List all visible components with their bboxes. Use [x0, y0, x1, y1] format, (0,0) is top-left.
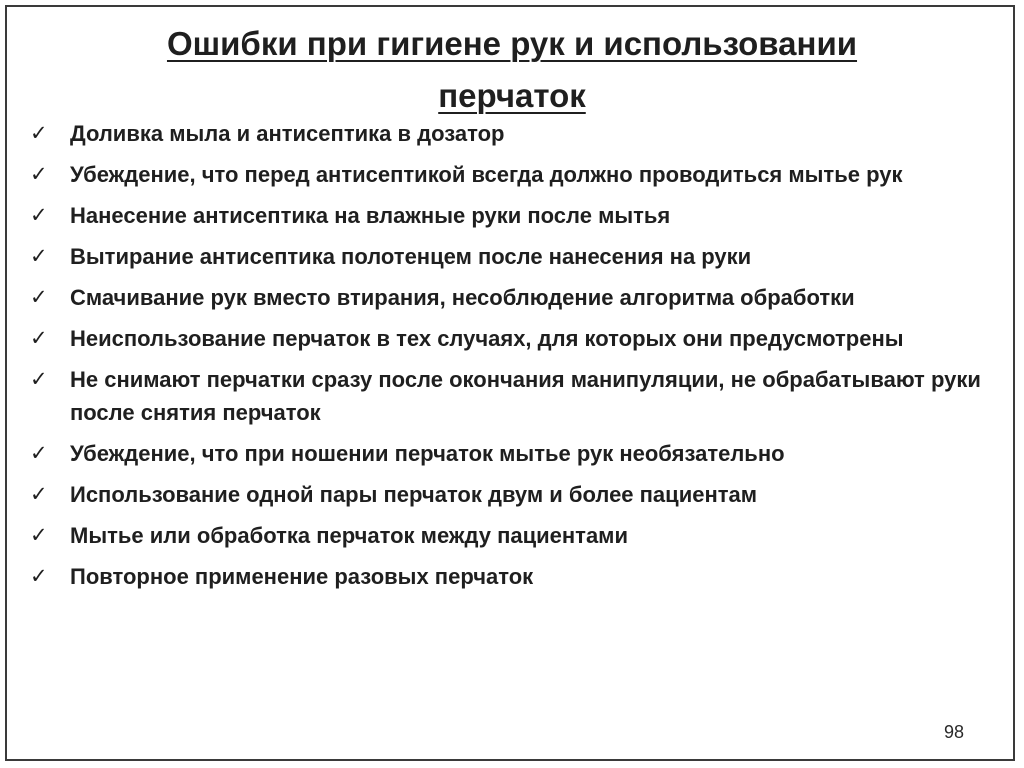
slide-title-line-1: Ошибки при гигиене рук и использовании	[166, 25, 858, 62]
list-item	[30, 158, 990, 191]
check-mark-icon: ✓	[30, 524, 48, 547]
check-mark-icon: ✓	[30, 122, 48, 145]
page-number: 98	[943, 722, 964, 742]
list-item	[30, 240, 990, 273]
list-item	[30, 437, 990, 470]
slide-title	[0, 18, 1024, 122]
list-item	[30, 281, 990, 314]
list-item-text: Повторное применение разовых перчаток	[70, 564, 534, 589]
list-item-text: Использование одной пары перчаток двум и более пациентам	[70, 482, 758, 507]
list-item	[30, 199, 990, 232]
slide-title-line-2: перчаток	[438, 77, 586, 114]
list-item-text: Мытье или обработка перчаток между пациентами	[70, 523, 628, 548]
list-item-text: Убеждение, что перед антисептикой всегда должно проводиться мытье рук	[70, 162, 903, 187]
error-list	[30, 117, 990, 601]
list-item	[30, 519, 990, 552]
check-mark-icon: ✓	[30, 245, 48, 268]
list-item-text: Доливка мыла и антисептика в дозатор	[70, 121, 505, 146]
list-item	[30, 363, 990, 429]
list-item-text: Неиспользование перчаток в тех случаях, для которых они предусмотрены	[70, 326, 904, 351]
check-mark-icon: ✓	[30, 442, 48, 465]
list-item-text: Вытирание антисептика полотенцем после нанесения на руки	[70, 244, 752, 269]
list-item	[30, 322, 990, 355]
list-item-text: Нанесение антисептика на влажные руки после мытья	[70, 203, 671, 228]
list-item-text: Не снимают перчатки сразу после окончания манипуляции, не обрабатывают руки после снятия перчаток	[70, 367, 981, 425]
list-item	[30, 560, 990, 593]
check-mark-icon: ✓	[30, 163, 48, 186]
check-mark-icon: ✓	[30, 286, 48, 309]
check-mark-icon: ✓	[30, 204, 48, 227]
list-item	[30, 117, 990, 150]
list-item	[30, 478, 990, 511]
list-item-text: Убеждение, что при ношении перчаток мытье рук необязательно	[70, 441, 785, 466]
check-mark-icon: ✓	[30, 368, 48, 391]
list-item-text: Смачивание рук вместо втирания, несоблюдение алгоритма обработки	[70, 285, 855, 310]
check-mark-icon: ✓	[30, 565, 48, 588]
check-mark-icon: ✓	[30, 327, 48, 350]
check-mark-icon: ✓	[30, 483, 48, 506]
